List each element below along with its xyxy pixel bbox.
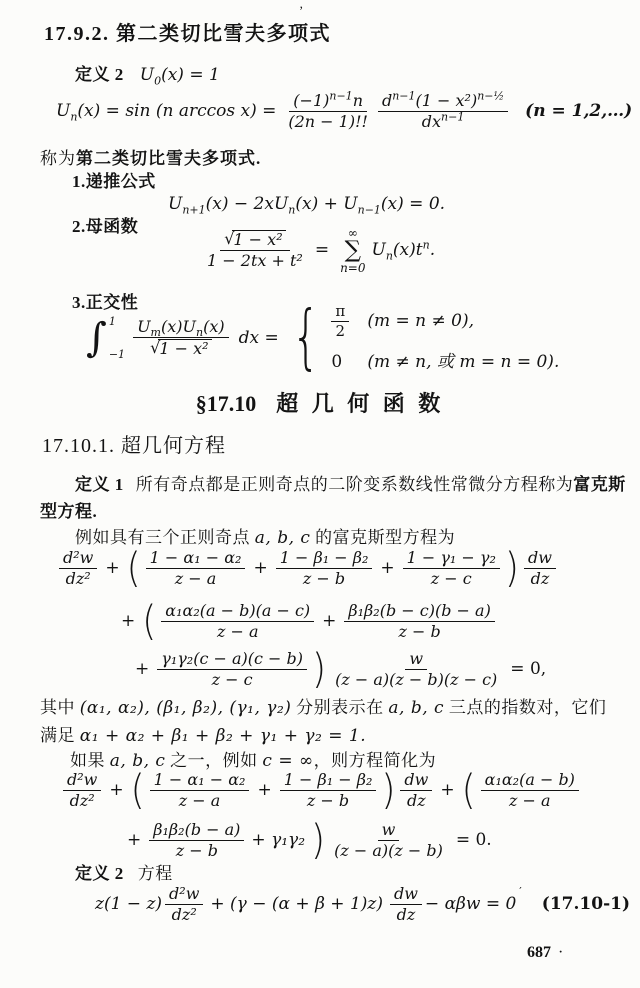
math-text: dx xyxy=(421,111,442,131)
denominator: z − b xyxy=(302,568,346,588)
plus-operator: + xyxy=(380,558,395,579)
math-condition: (n = 1,2,…) xyxy=(525,101,633,122)
equation-generating-function xyxy=(200,227,435,274)
denominator: z − a xyxy=(174,568,217,588)
math-text: (1 − x²) xyxy=(415,91,478,110)
superscript: n−½ xyxy=(477,89,505,103)
math-text: U xyxy=(56,101,71,122)
text-run: 满足 xyxy=(40,726,80,745)
subscript: n xyxy=(70,110,78,124)
summation xyxy=(340,227,365,274)
math-text: + (γ − (α + β + 1)z) xyxy=(210,894,383,915)
numerator xyxy=(133,318,229,338)
subscript: n xyxy=(288,203,296,217)
definition-1-line1 xyxy=(75,474,626,495)
text-run: 其中 xyxy=(40,698,80,717)
denominator: z − b xyxy=(175,840,218,860)
denominator: z − a xyxy=(178,790,221,810)
lower-limit: −1 xyxy=(108,347,126,361)
fraction xyxy=(165,885,203,925)
sum-lower-limit: n=0 xyxy=(340,261,366,275)
equation-tag: (17.10-1) xyxy=(541,894,631,915)
math-text: α₁ + α₂ + β₁ + β₂ + γ₁ + γ₂ = 1. xyxy=(79,726,367,746)
math-text: (x) = 0. xyxy=(380,194,446,214)
definition-2-chebyshev xyxy=(75,64,220,86)
fraction xyxy=(378,89,508,132)
math-text: dx = xyxy=(238,327,279,348)
math-text: d xyxy=(381,91,393,110)
plus-operator: + xyxy=(121,611,136,632)
math-text: a, b, c xyxy=(109,751,166,771)
subscript: 0 xyxy=(154,74,162,88)
math-text: (x)U xyxy=(160,316,196,336)
numerator: β₁β₂(b − c)(b − a) xyxy=(344,602,494,622)
fraction xyxy=(280,771,377,811)
numerator: dw xyxy=(524,549,556,569)
numerator: w xyxy=(405,650,427,670)
math-text: U xyxy=(168,194,183,214)
math-text: (α₁, α₂), (β₁, β₂), (γ₁, γ₂) xyxy=(79,698,292,718)
text-run: 如果 xyxy=(70,751,110,770)
definition-label: 定义 2 xyxy=(75,65,124,84)
math-text: (−1) xyxy=(293,91,330,110)
upper-limit: 1 xyxy=(108,315,116,329)
square-root xyxy=(224,230,285,250)
radicand: 1 − x² xyxy=(232,230,285,250)
equation-simplified-line2: + $\frac{\text{β₁β₂(b − a)}}{z - b}$ + γ₁γ₂ ) $\frac{w}{(z - a)(z - b)}$ = 0. xyxy=(127,816,492,864)
fraction xyxy=(276,549,373,589)
math-text: U xyxy=(137,316,151,336)
equals-sign: = xyxy=(314,239,330,260)
denominator xyxy=(146,338,215,359)
paragraph-among-line2 xyxy=(40,725,366,747)
paragraph-among-line1 xyxy=(40,697,606,719)
equation-chebyshev-definition xyxy=(56,89,633,132)
numerator xyxy=(378,89,508,112)
denominator: dz xyxy=(396,904,416,924)
page-number xyxy=(527,943,563,963)
text-run: 之一，例如 xyxy=(165,751,263,770)
case-row xyxy=(331,303,559,340)
fraction xyxy=(59,549,97,589)
plus-operator: + xyxy=(253,558,268,579)
fraction xyxy=(149,821,244,861)
fraction xyxy=(481,771,579,811)
integral xyxy=(86,315,125,361)
text-run: 例如具有三个正则奇点 xyxy=(75,528,255,547)
plus-operator: + xyxy=(440,780,455,801)
plus-operator: + xyxy=(322,611,337,632)
page-number-value: 687 xyxy=(527,944,551,961)
sigma-icon: ∑ xyxy=(344,237,361,263)
text-run: ，则方程简化为 xyxy=(313,751,437,770)
fraction xyxy=(331,650,501,690)
denominator: dz² xyxy=(171,904,197,924)
superscript: n−1 xyxy=(392,89,416,103)
math-text: (x) − 2xU xyxy=(205,194,289,214)
fraction xyxy=(133,318,229,359)
numerator: w xyxy=(378,821,400,841)
denominator: z − b xyxy=(398,621,441,641)
equation-recurrence xyxy=(168,194,445,215)
fraction xyxy=(203,230,307,271)
fraction xyxy=(63,771,101,811)
equation-hypergeometric xyxy=(95,885,630,925)
numerator: α₁α₂(a − b) xyxy=(481,771,579,791)
plus-operator: + xyxy=(105,558,120,579)
numerator: β₁β₂(b − a) xyxy=(149,821,244,841)
numerator: π xyxy=(331,303,349,322)
numerator: dw xyxy=(390,885,422,905)
fraction xyxy=(331,303,349,340)
term-bold: 富克斯 xyxy=(573,475,626,494)
integral-icon: ∫ xyxy=(86,315,107,362)
numerator: γ₁γ₂(c − a)(c − b) xyxy=(157,650,307,670)
integral-limits xyxy=(109,315,125,361)
denominator xyxy=(418,112,469,132)
numerator: d²w xyxy=(165,885,203,905)
denominator: 2 xyxy=(335,321,346,340)
math-term xyxy=(371,240,435,261)
fraction xyxy=(161,602,314,642)
case-condition: (m = n ≠ 0), xyxy=(367,311,475,332)
math-text: = 0, xyxy=(510,659,547,680)
math-text: 0 xyxy=(331,352,343,373)
math-text: (x)t xyxy=(392,239,423,260)
subsection-heading: 17.10.1. 超几何方程 xyxy=(42,435,226,457)
denominator: z − a xyxy=(216,621,259,641)
math-text: U xyxy=(139,65,155,85)
math-text: c = ∞ xyxy=(262,751,314,771)
case-group: { $\frac{\pi}{2}$ (m = n ≠ 0), 0 (m ≠ n, 或 m = n = 0). xyxy=(291,297,560,379)
superscript: n xyxy=(422,238,430,252)
fraction xyxy=(403,549,500,589)
math-text: . xyxy=(429,239,436,260)
case-value xyxy=(331,303,367,340)
radical-icon: √ xyxy=(224,229,235,249)
numerator: 1 − α₁ − α₂ xyxy=(146,549,246,569)
plus-operator: + xyxy=(135,659,150,680)
numerator: d²w xyxy=(59,549,97,569)
radical-icon: √ xyxy=(150,337,161,357)
numerator: dw xyxy=(400,771,432,791)
case-condition: (m ≠ n, 或 m = n = 0). xyxy=(367,352,560,373)
math-text: n xyxy=(352,91,363,110)
subscript: n xyxy=(385,249,393,263)
denominator: 1 − 2tx + t² xyxy=(207,251,303,270)
math-text: (x) xyxy=(203,316,225,336)
math-text: z(1 − z) xyxy=(95,894,163,915)
subscript: n+1 xyxy=(182,203,206,217)
numerator: d²w xyxy=(63,771,101,791)
math-text: (x) = sin (n arccos x) = xyxy=(77,101,277,122)
term-bold: 第二类切比雪夫多项式. xyxy=(76,149,262,168)
square-root xyxy=(150,339,211,359)
denominator: dz xyxy=(407,790,426,810)
fraction xyxy=(150,771,250,811)
radicand: 1 − x² xyxy=(158,339,211,359)
numerator xyxy=(289,89,367,112)
denominator: z − b xyxy=(306,790,350,810)
sum-upper-limit: ∞ xyxy=(347,226,358,240)
numerator: 1 − β₁ − β₂ xyxy=(276,549,373,569)
fraction xyxy=(330,821,447,861)
chapter-number: §17.10 xyxy=(195,391,257,416)
denominator: (2n − 1)!! xyxy=(288,111,368,131)
text-run: 三点的指数对，它们 xyxy=(444,698,607,717)
math-text: (x) + U xyxy=(295,194,358,214)
plus-operator: + xyxy=(257,780,272,801)
subscript: m xyxy=(150,326,161,340)
fraction xyxy=(400,771,432,811)
definition-label: 定义 2 xyxy=(75,864,124,883)
case-row xyxy=(331,352,559,373)
text-run: 的富克斯型方程为 xyxy=(310,528,456,547)
equation-fuchs-line1: $\frac{\text{d²w}}{\text{dz²}}$ + ( $\frac{\text{1 − α₁ − α₂}}{z - a}$ + $\frac{\text{1 − β₁ − β₂}}{z - b}$ + $\frac{\text{1 − γ₁ − γ₂}}{z - c}$ ) $\frac{dw}{dz}$ xyxy=(56,549,559,589)
superscript: n−1 xyxy=(441,110,465,124)
text-run: 称为 xyxy=(40,149,76,168)
subscript: n−1 xyxy=(357,203,381,217)
fraction xyxy=(344,602,494,642)
numerator: 1 − γ₁ − γ₂ xyxy=(403,549,500,569)
fraction xyxy=(390,885,422,925)
math-text: a, b, c xyxy=(388,698,445,718)
fraction xyxy=(146,549,246,589)
list-item-orthogonality: 3.正交性 xyxy=(72,293,139,312)
fraction xyxy=(157,650,307,690)
denominator: z − c xyxy=(430,568,472,588)
chapter-title: 超 几 何 函 数 xyxy=(276,391,445,416)
denominator: z − c xyxy=(211,669,253,689)
math-text: + γ₁γ₂ xyxy=(251,830,306,851)
denominator: dz² xyxy=(69,790,95,810)
denominator: dz² xyxy=(65,568,91,588)
equation-simplified-line1: $\frac{\text{d²w}}{\text{dz²}}$ + ( $\frac{\text{1 − α₁ − α₂}}{z - a}$ + $\frac{\text{1 − β₁ − β₂}}{z - b}$ ) $\frac{dw}{dz}$ + ( $\frac{\text{α₁α₂(a − b)}}{z - a}$ xyxy=(60,771,582,811)
numerator: 1 − α₁ − α₂ xyxy=(150,771,250,791)
text-run: 分别表示在 xyxy=(291,698,389,717)
superscript: n−1 xyxy=(329,89,353,103)
math-expression xyxy=(139,65,220,88)
subscript: n xyxy=(195,326,204,340)
math-lhs xyxy=(56,101,276,122)
chapter-heading xyxy=(0,390,640,418)
numerator: 1 − β₁ − β₂ xyxy=(280,771,377,791)
plus-operator: + xyxy=(127,830,142,851)
fraction xyxy=(524,549,556,589)
plus-operator: + xyxy=(109,780,124,801)
math-text: (x) = 1 xyxy=(161,65,220,85)
paragraph-called xyxy=(40,148,261,169)
scan-speck: ′ xyxy=(519,885,522,898)
math-text: − αβw = 0 xyxy=(424,894,517,915)
text-run: 所有奇点都是正则奇点的二阶变系数线性常微分方程称为 xyxy=(135,475,574,494)
case-value xyxy=(331,352,367,373)
math-text: a, b, c xyxy=(254,528,311,548)
fraction xyxy=(284,89,372,132)
list-item-recurrence: 1.递推公式 xyxy=(72,172,156,191)
numerator xyxy=(220,230,289,251)
list-item-generating: 2.母函数 xyxy=(72,217,139,236)
equation-fuchs-line3: + $\frac{\text{γ₁γ₂(c − a)(c − b)}}{z - c}$ ) $\frac{w}{(z - a)(z - b)(z - c)}$ = 0, xyxy=(135,645,547,693)
denominator: dz xyxy=(530,568,550,588)
page-number-dot: · xyxy=(558,944,564,961)
denominator: z − a xyxy=(509,790,551,810)
scan-speck: ’ xyxy=(299,3,304,18)
section-heading-17-9-2: 17.9.2. 第二类切比雪夫多项式 xyxy=(44,23,331,45)
equation-fuchs-line2: + ( $\frac{\text{α₁α₂(a − b)(a − c)}}{z - a}$ + $\frac{\text{β₁β₂(b − c)(b − a)}}{z - b}$ xyxy=(116,602,498,642)
text-run: 方程 xyxy=(137,864,173,883)
case-rows xyxy=(331,303,559,374)
math-text: U xyxy=(371,239,386,260)
numerator: α₁α₂(a − b)(a − c) xyxy=(161,602,314,622)
definition-1-line2: 型方程. xyxy=(40,502,98,521)
denominator: (z − a)(z − b) xyxy=(334,840,443,860)
definition-label: 定义 1 xyxy=(75,475,124,494)
math-text: = 0. xyxy=(455,830,492,851)
denominator: (z − a)(z − b)(z − c) xyxy=(335,669,498,689)
definition-2-hypergeometric xyxy=(75,863,173,884)
